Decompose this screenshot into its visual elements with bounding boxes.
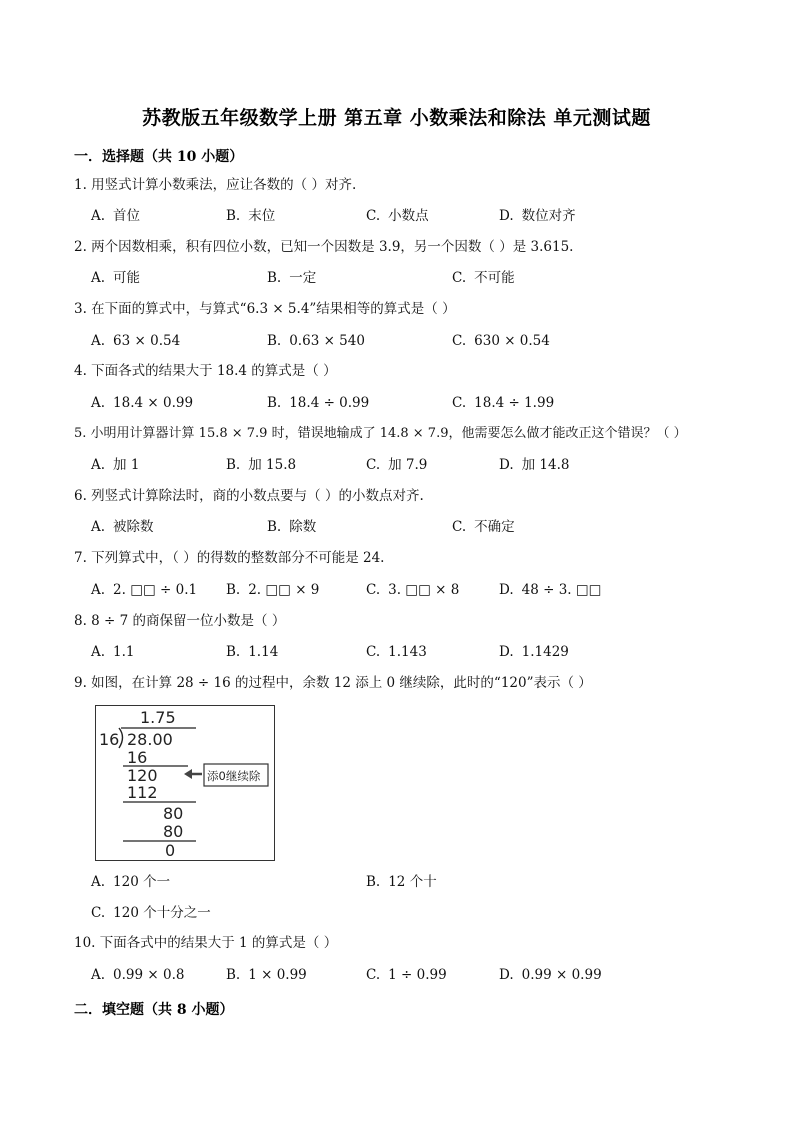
option-1-d[interactable] xyxy=(499,207,576,225)
question-9: 9. 如图，在计算 28 ÷ 16 的过程中，余数 12 添上 0 继续除，此时的“120”表示（ ） xyxy=(74,675,592,691)
option-6-a[interactable] xyxy=(91,518,154,536)
option-label: A. xyxy=(91,582,106,598)
option-label: C. xyxy=(366,582,381,598)
option-label: A. xyxy=(91,333,106,349)
option-label: B. xyxy=(267,395,282,411)
long-division-figure xyxy=(95,705,275,861)
option-text: 120 个十分之一 xyxy=(113,905,211,921)
option-label: C. xyxy=(366,457,381,473)
option-4-a[interactable] xyxy=(91,394,193,412)
option-label: A. xyxy=(91,644,106,660)
option-text: 1 × 0.99 xyxy=(248,967,307,983)
option-label: D. xyxy=(499,967,514,983)
arrow-icon xyxy=(184,769,192,779)
option-text: 小数点 xyxy=(388,208,429,224)
option-7-a[interactable] xyxy=(91,581,197,599)
option-label: C. xyxy=(452,270,467,286)
option-label: B. xyxy=(226,582,241,598)
option-10-d[interactable] xyxy=(499,966,602,984)
option-1-c[interactable] xyxy=(366,207,429,225)
option-2-c[interactable] xyxy=(452,269,515,287)
option-label: C. xyxy=(366,967,381,983)
option-label: B. xyxy=(226,208,241,224)
option-6-c[interactable] xyxy=(452,518,515,536)
option-label: B. xyxy=(267,333,282,349)
option-text: 末位 xyxy=(248,208,276,224)
option-text: 2. □□ × 9 xyxy=(248,582,320,598)
option-9-c[interactable] xyxy=(91,904,211,922)
option-label: A. xyxy=(91,270,106,286)
option-label: A. xyxy=(91,967,106,983)
option-label: C. xyxy=(91,905,106,921)
option-text: 加 14.8 xyxy=(521,457,570,473)
division-step-120: 120 xyxy=(127,766,158,785)
option-text: 0.99 × 0.8 xyxy=(113,967,185,983)
division-step-16: 16 xyxy=(127,748,148,767)
option-5-b[interactable] xyxy=(226,456,296,474)
option-text: 一定 xyxy=(289,270,317,286)
option-label: B. xyxy=(226,457,241,473)
option-label: C. xyxy=(452,395,467,411)
question-1: 1. 用竖式计算小数乘法，应让各数的（ ）对齐. xyxy=(74,177,357,193)
option-8-c[interactable] xyxy=(366,643,427,661)
option-10-b[interactable] xyxy=(226,966,307,984)
division-remainder: 0 xyxy=(165,841,176,860)
option-text: 加 15.8 xyxy=(248,457,297,473)
option-label: A. xyxy=(91,457,106,473)
option-8-a[interactable] xyxy=(91,643,135,661)
option-text: 可能 xyxy=(113,270,141,286)
option-text: 被除数 xyxy=(113,519,154,535)
option-label: A. xyxy=(91,395,106,411)
option-9-b[interactable] xyxy=(366,873,437,891)
division-step-80b: 80 xyxy=(163,822,184,841)
option-label: C. xyxy=(452,519,467,535)
option-label: B. xyxy=(267,519,282,535)
option-1-b[interactable] xyxy=(226,207,275,225)
question-10: 10. 下面各式中的结果大于 1 的算式是（ ） xyxy=(74,935,338,951)
division-quotient: 1.75 xyxy=(140,708,176,727)
option-label: B. xyxy=(366,874,381,890)
option-text: 18.4 ÷ 0.99 xyxy=(289,395,370,411)
option-7-b[interactable] xyxy=(226,581,319,599)
option-text: 630 × 0.54 xyxy=(474,333,550,349)
option-10-c[interactable] xyxy=(366,966,447,984)
section-title-choice: 一．选择题（共 10 小题） xyxy=(74,149,244,165)
page-title: 苏教版五年级数学上册 第五章 小数乘法和除法 单元测试题 xyxy=(142,107,651,129)
option-4-c[interactable] xyxy=(452,394,554,412)
division-divisor: 16 xyxy=(99,730,120,749)
option-2-b[interactable] xyxy=(267,269,316,287)
option-text: 不可能 xyxy=(474,270,515,286)
question-7: 7. 下列算式中，（ ）的得数的整数部分不可能是 24. xyxy=(74,550,385,566)
option-5-c[interactable] xyxy=(366,456,427,474)
question-6: 6. 列竖式计算除法时，商的小数点要与（ ）的小数点对齐. xyxy=(74,488,424,504)
division-step-112: 112 xyxy=(127,783,158,802)
option-6-b[interactable] xyxy=(267,518,316,536)
question-5: 5. 小明用计算器计算 15.8 × 7.9 时，错误地输成了 14.8 × 7.9，他需要怎么做才能改正这个错误？（ ） xyxy=(74,426,687,441)
question-3: 3. 在下面的算式中，与算式“6.3 × 5.4”结果相等的算式是（ ） xyxy=(74,301,456,317)
option-text: 不确定 xyxy=(474,519,515,535)
option-4-b[interactable] xyxy=(267,394,369,412)
option-text: 18.4 × 0.99 xyxy=(113,395,194,411)
option-7-c[interactable] xyxy=(366,581,459,599)
option-text: 加 7.9 xyxy=(388,457,428,473)
option-label: D. xyxy=(499,457,514,473)
option-text: 120 个一 xyxy=(113,874,171,890)
callout-text: 添0继续除 xyxy=(207,769,261,783)
section-title-fill: 二．填空题（共 8 小题） xyxy=(74,1002,234,1018)
option-label: B. xyxy=(226,644,241,660)
option-text: 1.14 xyxy=(248,644,279,660)
division-step-80a: 80 xyxy=(163,804,184,823)
option-text: 12 个十 xyxy=(388,874,437,890)
option-text: 18.4 ÷ 1.99 xyxy=(474,395,555,411)
option-5-d[interactable] xyxy=(499,456,570,474)
option-label: B. xyxy=(226,967,241,983)
option-text: 2. □□ ÷ 0.1 xyxy=(113,582,198,598)
option-label: A. xyxy=(91,874,106,890)
option-text: 48 ÷ 3. □□ xyxy=(521,582,602,598)
option-7-d[interactable] xyxy=(499,581,601,599)
option-text: 首位 xyxy=(113,208,141,224)
option-2-a[interactable] xyxy=(91,269,140,287)
option-text: 1.1 xyxy=(113,644,135,660)
option-text: 0.63 × 540 xyxy=(289,333,365,349)
option-label: D. xyxy=(499,208,514,224)
option-text: 1 ÷ 0.99 xyxy=(388,967,447,983)
option-label: C. xyxy=(366,644,381,660)
option-text: 加 1 xyxy=(113,457,140,473)
option-label: D. xyxy=(499,582,514,598)
option-label: A. xyxy=(91,208,106,224)
option-text: 除数 xyxy=(289,519,317,535)
option-3-c[interactable] xyxy=(452,332,550,350)
long-division-diagram xyxy=(96,706,274,860)
division-bracket xyxy=(119,728,123,748)
option-3-a[interactable] xyxy=(91,332,180,350)
option-text: 数位对齐 xyxy=(521,208,576,224)
question-8: 8. 8 ÷ 7 的商保留一位小数是（ ） xyxy=(74,613,286,629)
option-8-b[interactable] xyxy=(226,643,278,661)
option-label: D. xyxy=(499,644,514,660)
option-label: B. xyxy=(267,270,282,286)
option-9-a[interactable] xyxy=(91,873,170,891)
option-10-a[interactable] xyxy=(91,966,184,984)
option-1-a[interactable] xyxy=(91,207,140,225)
question-2: 2. 两个因数相乘，积有四位小数，已知一个因数是 3.9，另一个因数（ ）是 3.615. xyxy=(74,239,574,255)
option-label: C. xyxy=(452,333,467,349)
option-5-a[interactable] xyxy=(91,456,139,474)
option-text: 1.143 xyxy=(388,644,427,660)
question-4: 4. 下面各式的结果大于 18.4 的算式是（ ） xyxy=(74,363,337,379)
option-label: A. xyxy=(91,519,106,535)
option-8-d[interactable] xyxy=(499,643,569,661)
option-text: 63 × 0.54 xyxy=(113,333,181,349)
option-3-b[interactable] xyxy=(267,332,365,350)
option-text: 3. □□ × 8 xyxy=(388,582,460,598)
option-text: 1.1429 xyxy=(521,644,569,660)
division-dividend: 28.00 xyxy=(127,730,173,749)
option-text: 0.99 × 0.99 xyxy=(521,967,602,983)
option-label: C. xyxy=(366,208,381,224)
